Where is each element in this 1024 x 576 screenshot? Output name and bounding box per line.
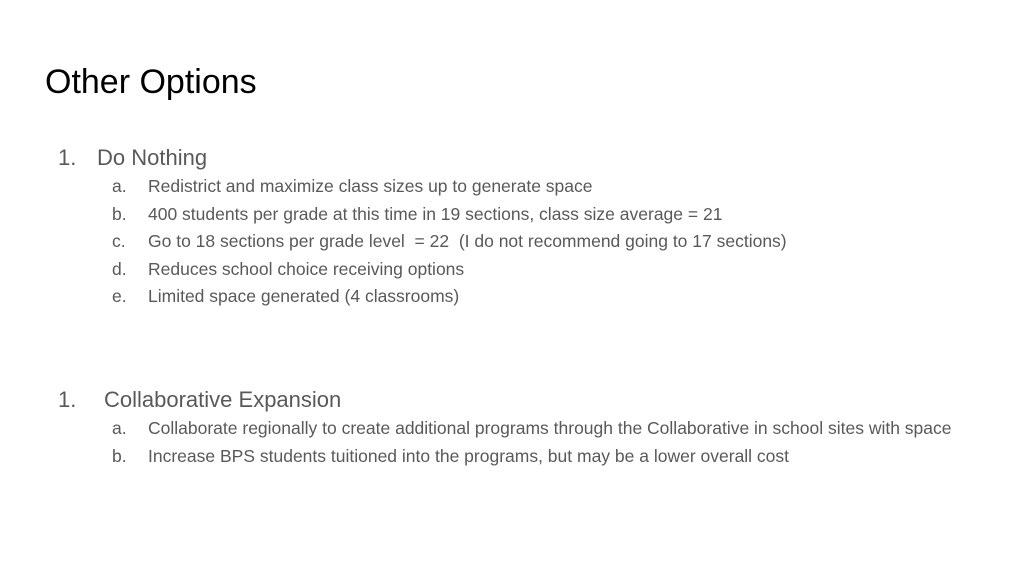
option-number: 1.	[58, 387, 77, 412]
option-collaborative-expansion	[0, 385, 1024, 470]
option-label: Collaborative Expansion	[104, 387, 342, 412]
sub-item-text: Redistrict and maximize class sizes up to generate space	[148, 176, 593, 196]
sub-item-text: 400 students per grade at this time in 19 sections, class size average = 21	[148, 203, 723, 224]
option-number: 1.	[58, 145, 77, 170]
sub-item-letter: a.	[112, 176, 127, 196]
sub-item	[0, 256, 1024, 284]
option-label: Do Nothing	[97, 145, 208, 170]
option-do-nothing	[0, 143, 1024, 311]
sub-list	[0, 415, 1024, 470]
option-heading	[0, 385, 1024, 415]
sub-item-text: Increase BPS students tuitioned into the programs, but may be a lower overall cost	[148, 445, 790, 466]
sub-list	[0, 173, 1024, 311]
sub-item-text: Go to 18 sections per grade level = 22 (I do not recommend going to 17 sections)	[148, 231, 787, 251]
sub-item	[0, 283, 1024, 311]
sub-item	[0, 415, 1024, 443]
slide-title: Other Options	[45, 63, 257, 101]
sub-item	[0, 443, 1024, 471]
sub-item	[0, 201, 1024, 229]
sub-item-text: Limited space generated (4 classrooms)	[148, 286, 460, 306]
sub-item	[0, 228, 1024, 256]
sub-item-letter: b.	[112, 445, 127, 466]
sub-item-letter: a.	[112, 418, 127, 438]
option-heading	[0, 143, 1024, 173]
sub-item-letter: e.	[112, 286, 127, 306]
sub-item-letter: c.	[112, 231, 126, 251]
sub-item-text: Collaborate regionally to create additional programs through the Collaborative in school sites with space	[148, 418, 952, 438]
sub-item-letter: d.	[112, 258, 127, 279]
sub-item-letter: b.	[112, 203, 127, 224]
sub-item-text: Reduces school choice receiving options	[148, 258, 465, 279]
sub-item	[0, 173, 1024, 201]
